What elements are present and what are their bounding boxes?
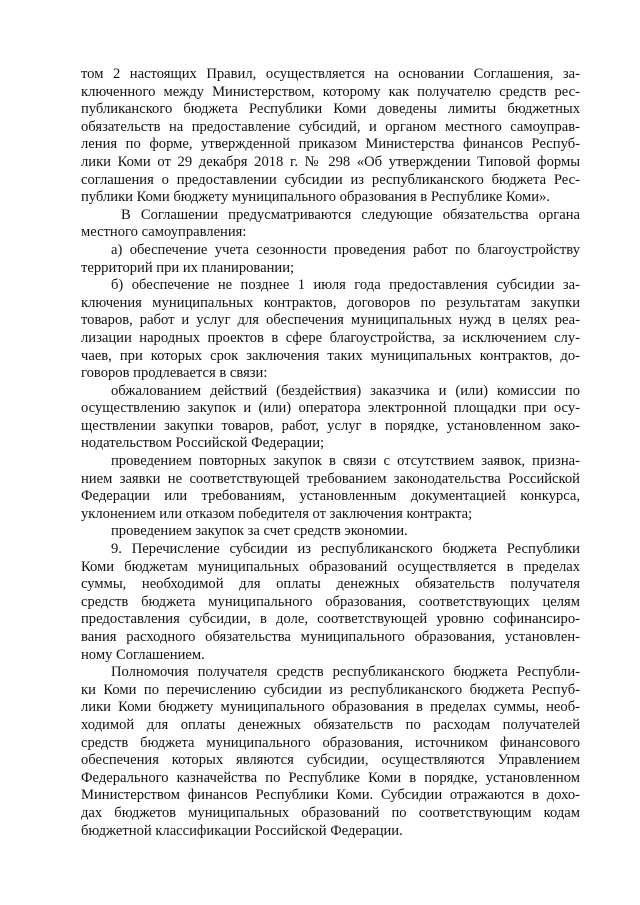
text-line: ществлении закупки товаров, работ, услуг в порядке, установленном зако- (81, 417, 580, 434)
text-line: ному Соглашением. (81, 646, 205, 663)
text-line: чаев, при которых срок заключения таких муниципальных контрактов, до- (81, 347, 580, 364)
text-line: лизации народных проектов в сфере благоустройства, за исключением слу- (81, 329, 580, 346)
text-line: дах бюджетов муниципальных образований по соответствующим кодам (81, 804, 580, 821)
text-line: вания расходного обязательства муниципального образования, установлен- (81, 629, 580, 645)
text-line: ключения муниципальных контрактов, договоров по результатам закупки (81, 294, 580, 311)
text-line: проведением повторных закупок в связи с отсутствием заявок, призна- (111, 453, 580, 470)
text-line: публиканского бюджета Республики Коми доведены лимиты бюджетных (81, 101, 580, 118)
text-line: лики Коми от 29 декабря 2018 г. № 298 «Об утверждении Типовой формы (81, 153, 580, 170)
text-line: уклонением или отказом победителя от заключения контракта; (81, 505, 473, 522)
text-line: Коми бюджетам муниципальных образований осуществляется в пределах (81, 558, 580, 575)
text-line: лики Коми бюджету муниципального образования в пределах суммы, необ- (81, 699, 580, 716)
text-line: публики Коми бюджету муниципального образования в Республике Коми». (81, 189, 550, 206)
text-line: говоров продлевается в связи: (81, 365, 268, 382)
text-line: обязательств на предоставление субсидий, и органом местного самоуправ- (81, 118, 580, 135)
text-line: обеспечения которых являются субсидии, осуществляются Управлением (81, 752, 580, 769)
text-line: территорий при их планировании; (81, 259, 295, 276)
text-line: ходимой для оплаты денежных обязательств по расходам получателей (81, 716, 580, 733)
text-line: местного самоуправления: (81, 224, 247, 241)
text-line: ключенного между Министерством, которому как получателю средств рес- (81, 83, 580, 100)
text-line: бюджетной классификации Российской Федерации. (81, 822, 403, 839)
text-line: б) обеспечение не позднее 1 июля года предоставления субсидии за- (111, 277, 580, 294)
text-line: ления по форме, утвержденной приказом Министерства финансов Респуб- (81, 136, 580, 153)
text-line: предоставления субсидии, в доле, соответствующей уровню софинансиро- (81, 611, 580, 628)
text-line: В Соглашении предусматриваются следующие обязательства органа (121, 206, 580, 223)
text-line: нодательством Российской Федерации; (81, 435, 325, 452)
text-line: проведением закупок за счет средств экономии. (111, 523, 408, 540)
text-line: Министерством финансов Республики Коми. Субсидии отражаются в дохо- (81, 787, 580, 804)
text-line: нием заявки не соответствующей требованием законодательства Российской (81, 470, 580, 487)
text-line: 9. Перечисление субсидии из республиканского бюджета Республики (111, 541, 580, 558)
document-body (81, 66, 580, 840)
text-line: ки Коми по перечислению субсидии из республиканского бюджета Респуб- (81, 681, 580, 698)
text-line: Федерации или требованиям, установленным документацией конкурса, (81, 488, 580, 505)
text-line: товаров, работ и услуг для обеспечения муниципальных нужд в целях реа- (81, 312, 580, 329)
text-line: том 2 настоящих Правил, осуществляется на основании Соглашения, за- (81, 66, 580, 82)
text-line: Полномочия получателя средств республиканского бюджета Республи- (111, 664, 580, 681)
text-line: соглашения о предоставлении субсидии из республиканского бюджета Рес- (81, 171, 580, 188)
text-line: средств бюджета муниципального образования, источником финансового (81, 734, 580, 751)
text-line: средств бюджета муниципального образования, соответствующих целям (81, 593, 580, 610)
text-line: осуществлению закупок и (или) оператора электронной площадки при осу- (81, 400, 580, 417)
text-line: обжалованием действий (бездействия) заказчика и (или) комиссии по (111, 382, 580, 399)
text-line: Федерального казначейства по Республике Коми в порядке, установленном (81, 769, 580, 786)
text-line: суммы, необходимой для оплаты денежных обязательств получателя (81, 576, 580, 593)
text-line: а) обеспечение учета сезонности проведения работ по благоустройству (111, 241, 580, 258)
